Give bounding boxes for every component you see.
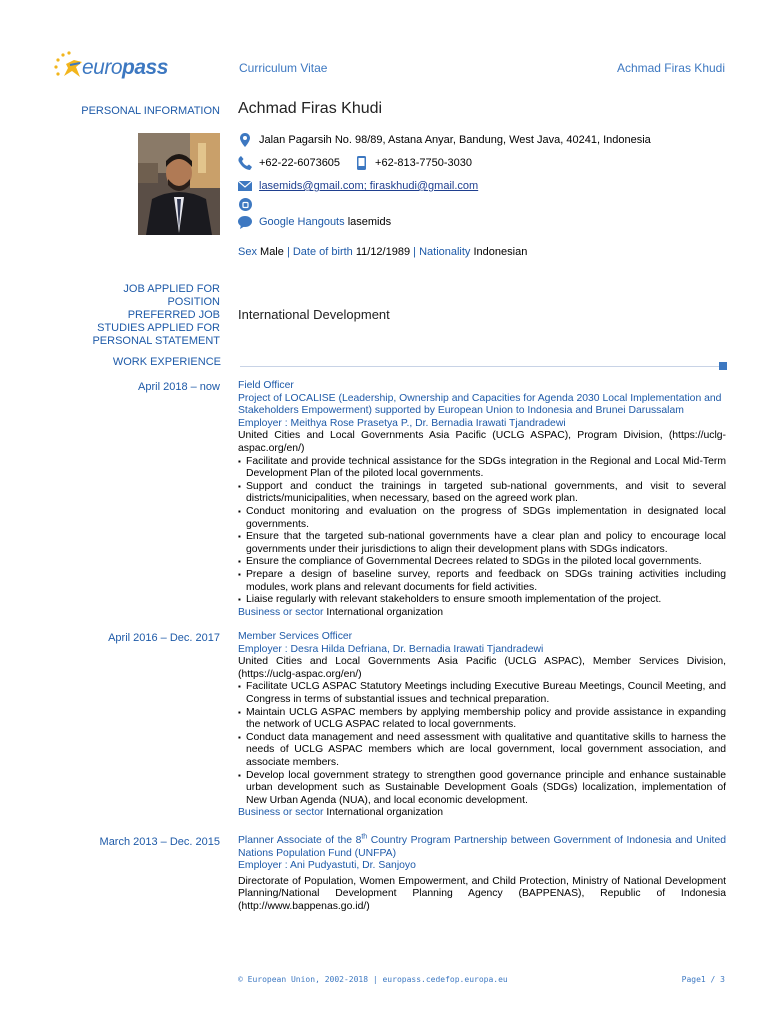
sector-label: Business or sector	[238, 606, 324, 618]
work-entry	[238, 835, 726, 914]
document-type: Curriculum Vitae	[239, 61, 328, 75]
entry-date: April 2018 – now	[138, 381, 220, 393]
job-title	[238, 835, 726, 860]
im-username: lasemids	[347, 216, 392, 228]
job-applied-label: JOB APPLIED FOR	[123, 283, 220, 295]
nationality-value: Indonesian	[473, 246, 528, 258]
web-icon	[238, 197, 252, 211]
web-row	[238, 196, 259, 212]
email-link[interactable]: lasemids@gmail.com; firaskhudi@gmail.com	[259, 180, 479, 192]
work-entry	[238, 631, 726, 820]
im-row	[238, 214, 391, 230]
sector-value: International organization	[326, 606, 444, 618]
organization: United Cities and Local Governments Asia Pacific (UCLG ASPAC), Program Division, (https://uclg-aspac.org/en/)	[238, 430, 726, 454]
logo-text-pass: pass	[122, 56, 168, 79]
address-row	[238, 132, 651, 148]
personal-statement-label: PERSONAL STATEMENT	[92, 335, 220, 347]
work-entry	[238, 380, 726, 619]
profile-photo	[138, 133, 220, 235]
footer-copyright: © European Union, 2002-2018 | europass.cedefop.europa.eu	[238, 975, 508, 984]
list-item: ▪ Liaise regularly with relevant stakeholders to ensure smooth implementation of the project.	[238, 594, 726, 607]
job-title-part: Country Program Partnership between Government of Indonesia and United Nations Population Fund (UNFPA)	[238, 835, 726, 859]
position-label: POSITION	[167, 296, 220, 308]
phone-text: +62-22-6073605	[259, 157, 341, 169]
studies-applied-label: STUDIES APPLIED FOR	[97, 322, 220, 334]
list-item: ▪ Develop local government strategy to strengthen good governance principle and enhance sustainable urban development such as Sustainable Development Goals (SDGs) localization, implementation of New Urban Agenda (NUA), and local economic development.	[238, 770, 726, 808]
job-title: Field Officer	[238, 380, 294, 391]
job-applied-labels	[60, 283, 220, 348]
mobile-text: +62-813-7750-3030	[375, 157, 472, 169]
organization: United Cities and Local Governments Asia Pacific (UCLG ASPAC), Member Services Division, (https://uclg-aspac.org/en/)	[238, 656, 726, 680]
job-title-superscript: th	[361, 833, 368, 841]
list-item: ▪ Ensure the compliance of Governmental Decrees related to SDGs in the piloted local governments.	[238, 556, 726, 569]
list-item: ▪ Support and conduct the trainings in targeted sub-national governments, and visit to several districts/municipalities, when necessary, based on the agreed work plan.	[238, 481, 726, 506]
europass-logo	[52, 50, 168, 84]
section-divider-marker	[719, 362, 727, 370]
job-applied-value: International Development	[238, 307, 390, 322]
entry-date: April 2016 – Dec. 2017	[108, 632, 220, 644]
preferred-job-label: PREFERRED JOB	[127, 309, 220, 321]
personal-details	[238, 246, 527, 258]
sector-value: International organization	[326, 807, 444, 819]
mobile-phone-icon	[354, 156, 368, 170]
logo-text-euro: euro	[82, 56, 123, 79]
nationality-label: Nationality	[419, 246, 471, 258]
separator: |	[286, 246, 290, 258]
email-icon	[238, 179, 252, 193]
employer: Employer : Ani Pudyastuti, Dr. Sanjoyo	[238, 860, 416, 872]
responsibilities-list	[238, 681, 726, 807]
list-item: ▪ Maintain UCLG ASPAC members by applying membership policy and provide assistance in expanding the network of UCLG ASPAC related to local governments.	[238, 707, 726, 732]
list-item: ▪ Prepare a design of baseline survey, reports and feedback on SDGs training activities including modules, work plans and relevant documents for field activities.	[238, 569, 726, 594]
dob-label: Date of birth	[292, 246, 353, 258]
list-item: ▪ Ensure that the targeted sub-national governments have a clear plan and policy to encourage local governments under their jurisdictions to align their development plans with SDGs indicators.	[238, 531, 726, 556]
sex-label: Sex	[238, 246, 257, 258]
list-item: ▪ Facilitate UCLG ASPAC Statutory Meetings including Executive Bureau Meetings, Council Meeting, and Congress in terms of substantial issues and technical preparation.	[238, 681, 726, 706]
organization: Directorate of Population, Women Empowerment, and Child Protection, Ministry of National Development Planning/National Development Planning Agency (BAPPENAS), Republic of Indonesia (http://www.bappenas.go.id/)	[238, 875, 726, 912]
sex-value: Male	[260, 246, 284, 258]
list-item: ▪ Conduct monitoring and evaluation on the progress of SDGs implementation in designated local governments.	[238, 506, 726, 531]
dob-value: 11/12/1989	[355, 246, 411, 258]
employer: Employer : Meithya Rose Prasetya P., Dr. Bernadia Irawati Tjandradewi	[238, 417, 566, 429]
job-title: Member Services Officer	[238, 631, 353, 642]
page-number: Page1 / 3	[681, 975, 725, 984]
phone-icon	[238, 156, 252, 170]
list-item: ▪ Conduct data management and need assessment with qualitative and quantitative skills to harness the needs of UCLG ASPAC members which are local government, local government association, and associate members.	[238, 732, 726, 770]
email-row	[238, 178, 478, 194]
separator: |	[413, 246, 417, 258]
job-title-part: Planner Associate of the 8	[238, 835, 362, 846]
work-experience-label: WORK EXPERIENCE	[112, 356, 221, 368]
location-pin-icon	[238, 133, 252, 147]
employer: Employer : Desra Hilda Defriana, Dr. Bernadia Irawati Tjandradewi	[238, 643, 544, 655]
entry-date: March 2013 – Dec. 2015	[99, 836, 220, 848]
sector-label: Business or sector	[238, 807, 324, 819]
personal-information-label: PERSONAL INFORMATION	[81, 105, 220, 117]
list-item: ▪ Facilitate and provide technical assistance for the SDGs integration in the Regional and Local Mid-Term Development Plan of the piloted local governments.	[238, 456, 726, 481]
project-description: Project of LOCALISE (Leadership, Ownership and Capacities for Agenda 2030 Local Implementation and Stakeholders Empowerment) supported by European Union to Indonesia and Brunei Darussalam	[238, 392, 722, 417]
section-divider	[240, 366, 720, 367]
responsibilities-list	[238, 456, 726, 607]
chat-bubble-icon	[238, 215, 252, 229]
candidate-name: Achmad Firas Khudi	[238, 100, 383, 117]
header-name: Achmad Firas Khudi	[616, 61, 725, 75]
address-text: Jalan Pagarsih No. 98/89, Astana Anyar, Bandung, West Java, 40241, Indonesia	[259, 134, 651, 146]
im-service: Google Hangouts	[259, 216, 345, 228]
phone-row	[238, 155, 472, 171]
